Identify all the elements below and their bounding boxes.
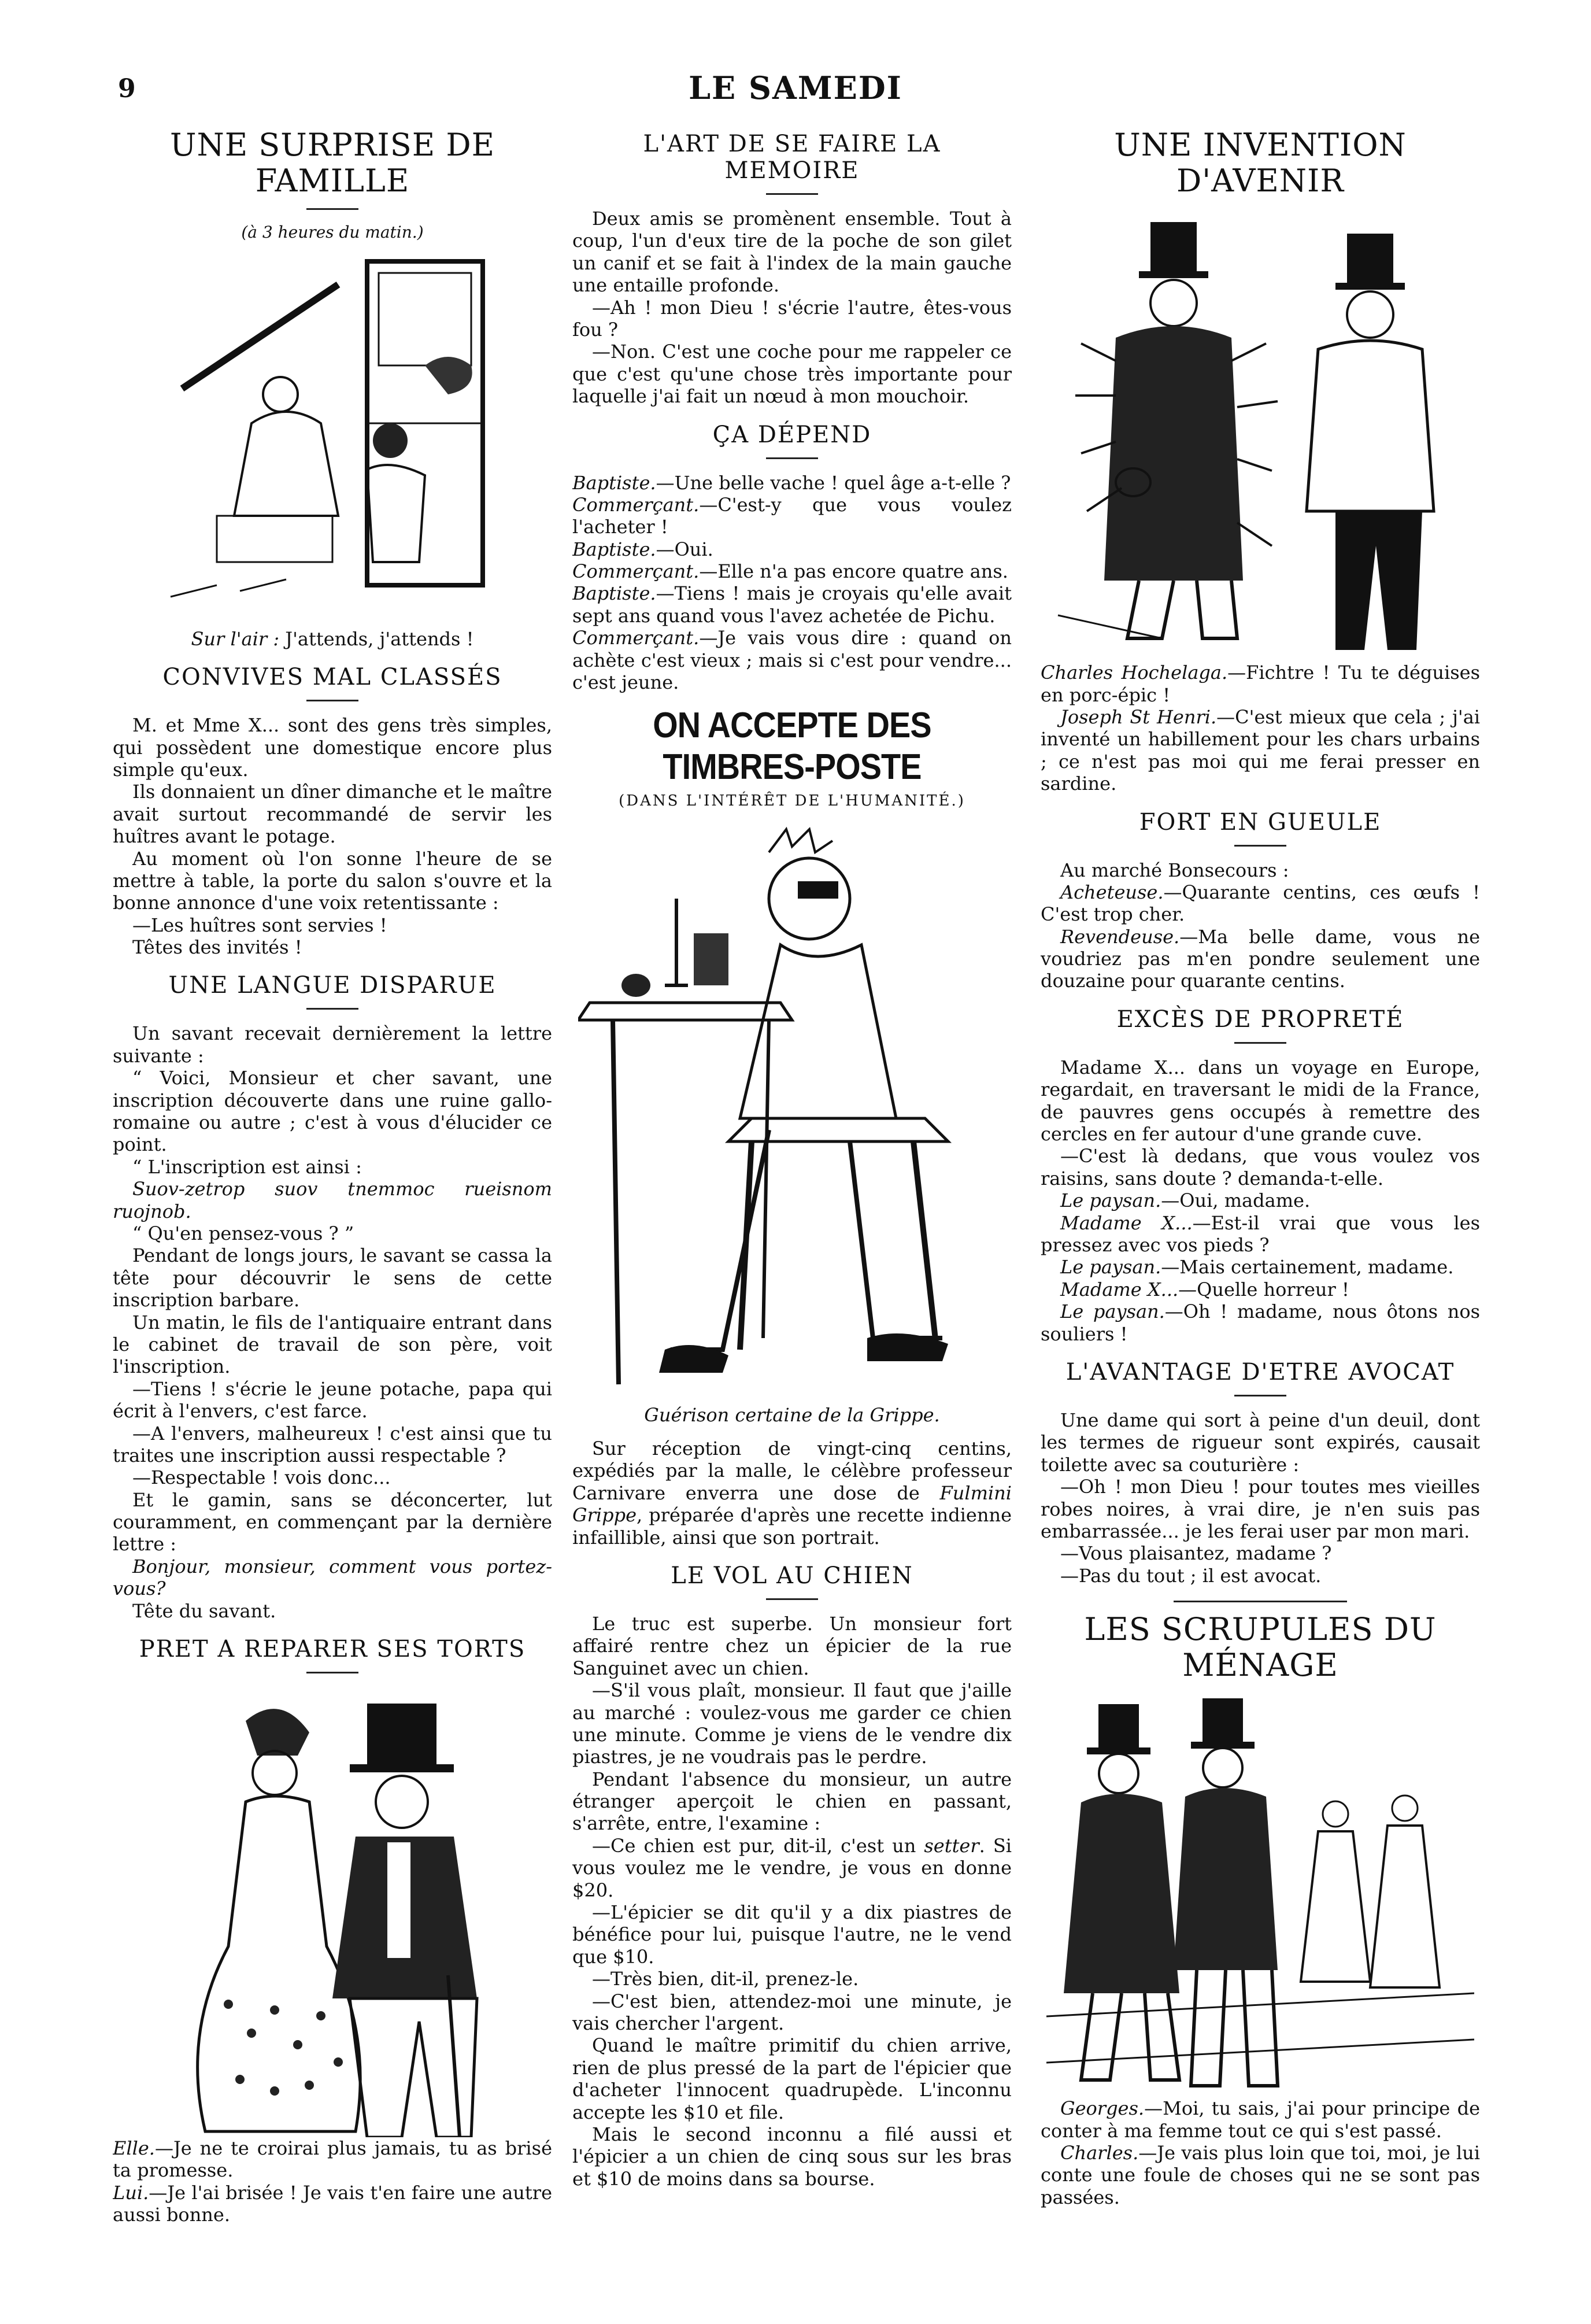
illustration-caption (113, 628, 552, 650)
italic-text: setter (924, 1834, 979, 1857)
article-title-fort-gueule: FORT EN GUEULE (1139, 808, 1382, 836)
illustration-porc-epic (1046, 210, 1474, 662)
dialogue-line (1041, 1300, 1480, 1345)
speaker: Madame X... (1060, 1211, 1193, 1234)
divider (1234, 1042, 1286, 1044)
article-title-avocat: L'AVANTAGE D'ETRE AVOCAT (1065, 1358, 1455, 1385)
speaker: Joseph St Henri. (1060, 705, 1217, 728)
illustration-couple (159, 1686, 506, 2137)
paragraph: Le truc est superbe. Un monsieur fort affairé rentre chez un épicier de la rue Sanguinet avec un chien. (572, 1612, 1012, 1679)
speaker: Baptiste. (572, 471, 656, 494)
paragraph: —Oh ! mon Dieu ! pour toutes mes vieilles robes noires, à vrai dire, je n'en suis pas embarrassée... je les ferai user par mon mari. (1041, 1476, 1480, 1542)
speaker: Le paysan. (1060, 1256, 1161, 1279)
dialogue-line (572, 582, 1012, 627)
paragraph: —Vous plaisantez, madame ? (1060, 1542, 1332, 1565)
speaker: Lui. (113, 2181, 149, 2204)
paragraph: Deux amis se promènent ensemble. Tout à coup, l'un d'eux tire de la poche de son gilet un canif et se fait à l'index de la main gauche une entaille profonde. (572, 208, 1012, 297)
line-text: —Fichtre ! Tu te déguises en porc-épic ! (1041, 662, 1480, 706)
page-number: 9 (118, 74, 136, 104)
line-text: —Elle n'a pas encore quatre ans. (699, 560, 1008, 583)
line-text: —Tiens ! mais je croyais qu'elle avait sept ans quand vous l'avez achetée de Pichu. (572, 582, 1012, 627)
line-text: —Oui. (656, 538, 713, 560)
paragraph: Au marché Bonsecours : (1060, 859, 1289, 881)
paragraph: —Respectable ! vois donc... (132, 1466, 391, 1489)
divider (306, 1008, 358, 1010)
paragraph: Pendant l'absence du monsieur, un autre étranger aperçoit le chien en passant, s'arrête, entre, l'examine : (572, 1768, 1012, 1835)
article-title-ca-depend: ÇA DÉPEND (712, 421, 872, 448)
paragraph: Têtes des invités ! (132, 936, 302, 959)
paragraph: Et le gamin, sans se déconcerter, lut couramment, en commençant par la dernière lettre : (113, 1488, 552, 1556)
article-title-invention: UNE INVENTION D'AVENIR (1114, 127, 1407, 199)
dialogue-line (1041, 1256, 1480, 1278)
caption-italic: Sur l'air : (191, 628, 280, 651)
paragraph: “ Qu'en pensez-vous ? ” (132, 1222, 354, 1244)
paragraph: Une dame qui sort à peine d'un deuil, dont les termes de rigueur sont expirés, causait toilette avec sa couturière : (1041, 1409, 1480, 1476)
line-text: —Je vais vous dire : quand on achète c'est vieux ; mais si c'est pour vendre... c'est jeune. (572, 627, 1012, 694)
dialogue-line (572, 627, 1012, 693)
dialogue-line (113, 2137, 552, 2182)
speaker: Elle. (113, 2137, 155, 2160)
line-text: —Moi, tu sais, j'ai pour principe de conter à ma femme tout ce qui s'est passé. (1041, 2097, 1480, 2142)
paragraph: —Tiens ! s'écrie le jeune potache, papa qui écrit à l'envers, c'est farce. (113, 1377, 552, 1423)
line-text: —Je ne te croirai plus jamais, tu as brisé ta promesse. (113, 2137, 552, 2182)
dialogue-line (572, 494, 1012, 538)
paragraph: —Très bien, dit-il, prenez-le. (592, 1968, 859, 1990)
dialogue-line (1041, 662, 1480, 706)
dialogue-line (1041, 2142, 1480, 2208)
text: —Ce chien est pur, dit-il, c'est un (592, 1834, 924, 1857)
paragraph: —C'est là dedans, que vous voulez vos raisins, sans doute ? demanda-t-elle. (1041, 1145, 1480, 1189)
dialogue-line (572, 472, 1012, 494)
line-text: —Mais certainement, madame. (1161, 1256, 1454, 1279)
line-text: —Quelle horreur ! (1178, 1278, 1349, 1300)
text: Sur réception de vingt-cinq centins, expédiés par la malle, le célèbre professeur Carnivare enverra une dose de (572, 1438, 1012, 1504)
dialogue-line (1041, 1279, 1480, 1300)
article-title-convives: CONVIVES MAL CLASSÉS (162, 664, 502, 691)
caption-text: J'attends, j'attends ! (279, 628, 474, 651)
article-title-vol-chien: LE VOL AU CHIEN (671, 1562, 913, 1589)
paragraph: Tête du savant. (132, 1599, 276, 1622)
article-title-scrupules: LES SCRUPULES DU MÉNAGE (1084, 1611, 1437, 1684)
article-title-proprete: EXCÈS DE PROPRETÉ (1116, 1006, 1404, 1033)
paragraph: Suov-zetrop suov tnemmoc rueisnom ruojnob. (113, 1178, 552, 1222)
column-2 (572, 127, 1012, 2290)
dialogue-line (1041, 881, 1480, 926)
speaker: Commerçant. (572, 560, 700, 583)
italic-text: Fulmini Grippe (572, 1481, 1012, 1527)
dialogue-line (113, 2182, 552, 2226)
divider (306, 1672, 358, 1673)
paragraph (572, 1835, 1012, 1901)
speaker: Acheteuse. (1060, 881, 1164, 903)
paragraph: “ Voici, Monsieur et cher savant, une inscription découverte dans une ruine gallo-romaine ou autre ; c'est à vous d'élucider ce point. (113, 1067, 552, 1156)
dialogue-line (572, 560, 1012, 582)
divider (1234, 1395, 1286, 1396)
paragraph: M. et Mme X... sont des gens très simples, qui possèdent une domestique encore plus simple qu'eux. (113, 714, 552, 781)
divider (1174, 1601, 1347, 1602)
paragraph: —L'épicier se dit qu'il y a dix piastres de bénéfice pour lui, puisque l'autre, ne le vend que $10. (572, 1901, 1012, 1968)
paragraph: —A l'envers, malheureux ! c'est ainsi que tu traites une inscription aussi respectable ? (113, 1422, 552, 1466)
speaker: Le paysan. (1060, 1189, 1161, 1212)
paragraph: —C'est bien, attendez-moi une minute, je vais chercher l'argent. (572, 1990, 1012, 2034)
line-text: —Est-il vrai que vous les pressez avec vos pieds ? (1041, 1211, 1480, 1256)
paragraph: Mais le second inconnu a filé aussi et l'épicier a un chien de cinq sous sur les bras et $10 de moins dans sa bourse. (572, 2123, 1012, 2190)
line-text: —Oui, madame. (1161, 1189, 1311, 1212)
dialogue-line (1041, 2097, 1480, 2142)
speaker: Baptiste. (572, 538, 656, 560)
speaker: Charles Hochelaga. (1041, 662, 1228, 684)
speaker: Baptiste. (572, 582, 656, 605)
paragraph (572, 1438, 1012, 1549)
text: , préparée d'après une recette indienne infaillible, ainsi que son portrait. (572, 1504, 1012, 1549)
divider (766, 457, 818, 459)
line-text: —Je vais plus loin que toi, moi, je lui conte une foule de choses qui ne se sont pas passées. (1041, 2142, 1480, 2208)
masthead: LE SAMEDI (689, 69, 902, 106)
paragraph: Quand le maître primitif du chien arrive, rien de plus pressé de la part de l'épicier que d'acheter l'innocent quadrupède. L'inconnu accepte les $10 et file. (572, 2034, 1012, 2123)
speaker: Charles. (1060, 2142, 1139, 2164)
speaker: Commerçant. (572, 627, 700, 649)
article-title-timbres: ON ACCEPTE DES TIMBRES-POSTE (653, 705, 931, 787)
paragraph: Bonjour, monsieur, comment vous portez-vous? (113, 1555, 552, 1600)
line-text: —Quarante centins, ces œufs ! C'est trop cher. (1041, 881, 1480, 926)
line-text: —Ma belle dame, vous ne voudriez pas m'en pondre seulement une douzaine pour quarante centins. (1041, 925, 1480, 992)
dialogue-line (1041, 706, 1480, 795)
illustration-surprise (147, 250, 517, 620)
paragraph: Madame X... dans un voyage en Europe, regardait, en traversant le midi de la France, de pauvres gens occupés à remettre des cercles en fer autour d'une grande cuve. (1041, 1056, 1480, 1146)
paragraph: Un savant recevait dernièrement la lettre suivante : (113, 1022, 552, 1067)
divider (766, 1598, 818, 1600)
paragraph: Au moment où l'on sonne l'heure de se mettre à table, la porte du salon s'ouvre et la bonne annonce d'une voix retentissante : (113, 847, 552, 914)
article-title-memoire: L'ART DE SE FAIRE LA MEMOIRE (643, 131, 941, 184)
speaker: Georges. (1060, 2097, 1145, 2120)
divider (1234, 845, 1286, 847)
speaker: Revendeuse. (1060, 925, 1180, 948)
column-1 (113, 127, 552, 2290)
paragraph: —Non. C'est une coche pour me rappeler ce que c'est qu'une chose très importante pour laquelle j'ai fait un nœud à mon mouchoir. (572, 341, 1012, 408)
paragraph: —Ah ! mon Dieu ! s'écrie l'autre, êtes-vous fou ? (572, 296, 1012, 341)
paragraph: —Les huîtres sont servies ! (132, 914, 387, 936)
line-text: —C'est mieux que cela ; j'ai inventé un habillement pour les chars urbains ; ce n'est pas moi qui me ferai presser en sardine. (1041, 705, 1480, 795)
illustration-grippe (578, 818, 1006, 1396)
dialogue-line (572, 538, 1012, 560)
line-text: —C'est-y que vous voulez l'acheter ! (572, 493, 1012, 538)
article-subtitle: (à 3 heures du matin.) (241, 223, 424, 242)
divider (306, 208, 358, 210)
paragraph: —S'il vous plaît, monsieur. Il faut que j'aille au marché : voulez-vous me garder ce chien une minute. Comme je viens de le vendre dix piastres, je ne voudrais pas le perdre. (572, 1679, 1012, 1768)
article-title-pret: PRET A REPARER SES TORTS (139, 1636, 526, 1663)
article-subtitle: (DANS L'INTÉRÊT DE L'HUMANITÉ.) (619, 792, 965, 810)
line-text: —Oh ! madame, nous ôtons nos souliers ! (1041, 1300, 1480, 1345)
speaker: Commerçant. (572, 493, 700, 516)
divider (306, 700, 358, 701)
line-text: —Une belle vache ! quel âge a-t-elle ? (656, 471, 1011, 494)
paragraph: Un matin, le fils de l'antiquaire entrant dans le cabinet de travail de son père, voit l'inscription. (113, 1311, 552, 1378)
dialogue-line (1041, 1212, 1480, 1257)
column-3 (1041, 127, 1480, 2290)
article-title-langue: UNE LANGUE DISPARUE (168, 972, 497, 999)
dialogue-line (1041, 926, 1480, 992)
speaker: Le paysan. (1060, 1300, 1165, 1323)
dialogue-line (1041, 1189, 1480, 1211)
illustration-menage (1046, 1693, 1474, 2097)
divider (766, 193, 818, 195)
paragraph: Pendant de longs jours, le savant se cassa la tête pour découvrir le sens de cette inscription barbare. (113, 1244, 552, 1311)
paragraph: “ L'inscription est ainsi : (132, 1155, 362, 1178)
speaker: Madame X... (1060, 1278, 1179, 1300)
paragraph: —Pas du tout ; il est avocat. (1060, 1564, 1322, 1587)
illustration-caption: Guérison certaine de la Grippe. (644, 1404, 940, 1427)
line-text: —Je l'ai brisée ! Je vais t'en faire une autre aussi bonne. (113, 2181, 552, 2226)
article-title-surprise: UNE SURPRISE DE FAMILLE (169, 127, 495, 199)
paragraph: Ils donnaient un dîner dimanche et le maître avait surtout recommandé de servir les huîtres avant le potage. (113, 781, 552, 848)
text: . Si vous voulez me le vendre, je vous en donne $20. (572, 1834, 1012, 1901)
